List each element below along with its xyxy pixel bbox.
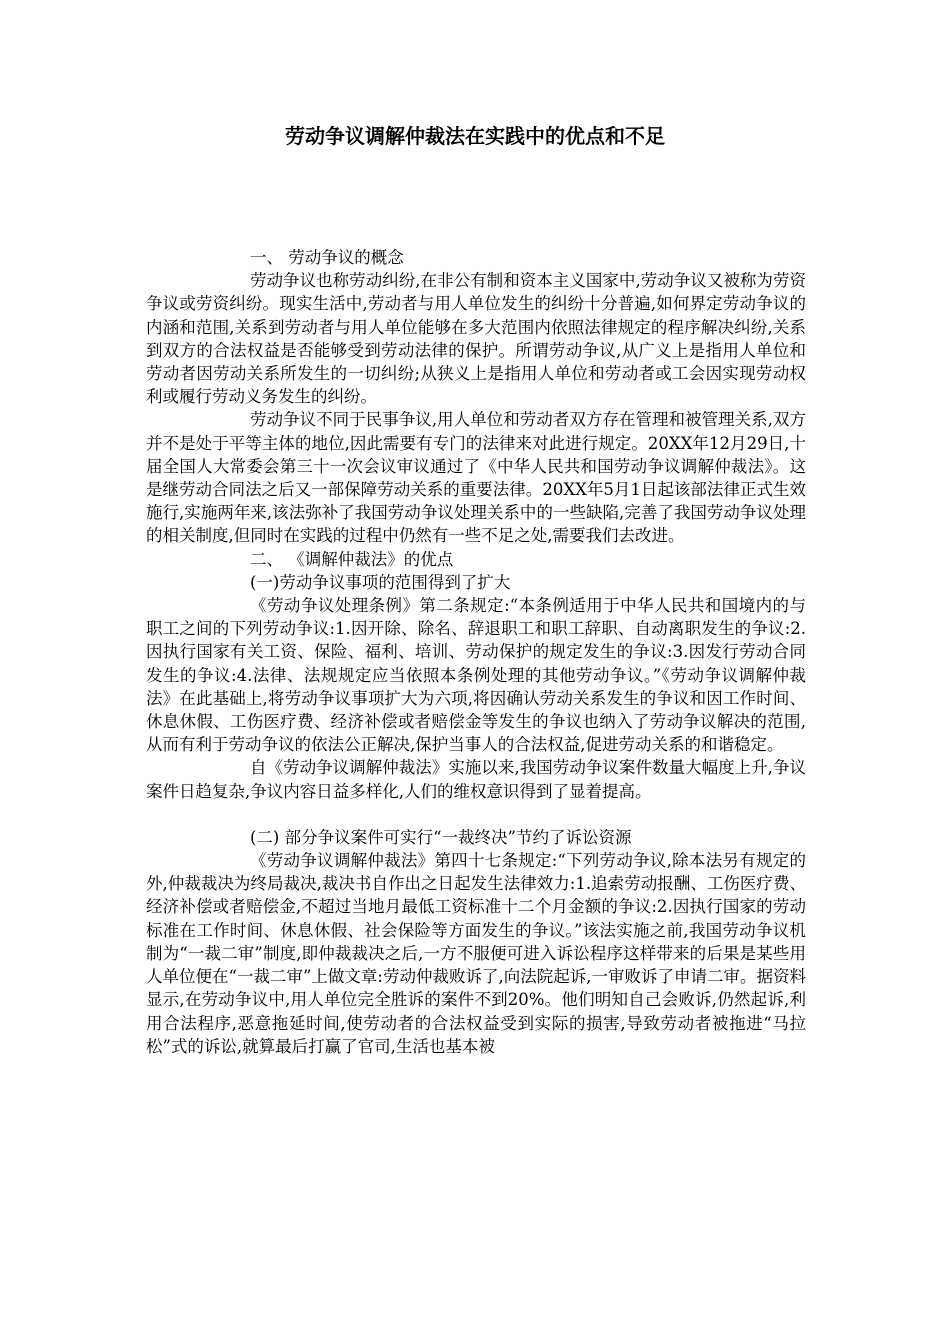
- document-title: 劳动争议调解仲裁法在实践中的优点和不足: [285, 124, 665, 148]
- section-heading: 一、 劳动争议的概念: [250, 248, 404, 267]
- paragraph: 劳动争议也称劳动纠纷,在非公有制和资本主义国家中,劳动争议又被称为劳资争议或劳资纠纷。现实生活中,劳动者与用人单位发生的纠纷十分普遍,如何界定劳动争议的内涵和范围,关系到劳动者与用人单位能够在多大范围内依照法律规定的程序解决纠纷,关系到双方的合法权益是否能够受到劳动法律的保护。所谓劳动争议,从广义上是指用人单位和劳动者因劳动关系所发生的一切纠纷;从狭义上是指用人单位和劳动者或工会因实现劳动权利或履行劳动义务发生的纠纷。: [146, 271, 806, 407]
- document-body: [146, 246, 806, 1058]
- section-heading: 二、 《调解仲裁法》的优点: [250, 549, 454, 569]
- paragraph: 劳动争议不同于民事争议,用人单位和劳动者双方存在管理和被管理关系,双方并不是处于平等主体的地位,因此需要有专门的法律来对此进行规定。20XX年12月29日,十届全国人大常委会第三十一次会议审议通过了《中华人民共和国劳动争议调解仲裁法》。这是继劳动合同法之后又一部保障劳动关系的重要法律。20XX年5月1日起该部法律正式生效施行,实施两年来,该法弥补了我国劳动争议处理关系中的一些缺陷,完善了我国劳动争议处理的相关制度,但同时在实践的过程中仍然有一些不足之处,需要我们去改进。: [146, 410, 806, 546]
- paragraph: 《劳动争议调解仲裁法》第四十七条规定:“下列劳动争议,除本法另有规定的外,仲裁裁决为终局裁决,裁决书自作出之日起发生法律效力:1.追索劳动报酬、工伤医疗费、经济补偿或者赔偿金,不超过当地月最低工资标准十二个月金额的争议:2.因执行国家的劳动标准在工作时间、休息休假、社会保险等方面发生的争议。”该法实施之前,我国劳动争议机制为“一裁二审”制度,即仲裁裁决之后,一方不服便可进入诉讼程序这样带来的后果是某些用人单位便在“一裁二审”上做文章:劳动仲裁败诉了,向法院起诉,一审败诉了申请二审。据资料显示,在劳动争议中,用人单位完全胜诉的案件不到20%。他们明知自己会败诉,仍然起诉,利用合法程序,恶意拖延时间,使劳动者的合法权益受到实际的损害,导致劳动者被拖进“马拉松”式的诉讼,就算最后打赢了官司,生活也基本被: [146, 851, 806, 1056]
- paragraph: 自《劳动争议调解仲裁法》实施以来,我国劳动争议案件数量大幅度上升,争议案件日趋复杂,争议内容日益多样化,人们的维权意识得到了显着提高。: [146, 758, 806, 801]
- paragraph: 《劳动争议处理条例》第二条规定:“本条例适用于中华人民共和国境内的与职工之间的下列劳动争议:1.因开除、除名、辞退职工和职工辞职、自动离职发生的争议:2.因执行国家有关工资、保险、福利、培训、劳动保护的规定发生的争议:3.因发行劳动合同发生的争议:4.法律、法规规定应当依照本条例处理的其他劳动争议。”《劳动争议调解仲裁法》在此基础上,将劳动争议事项扩大为六项,将因确认劳动关系发生的争议和因工作时间、休息休假、工伤医疗费、经济补偿或者赔偿金等发生的争议也纳入了劳动争议解决的范围,从而有利于劳动争议的依法公正解决,保护当事人的合法权益,促进劳动关系的和谐稳定。: [146, 596, 806, 755]
- subsection-heading: (二) 部分争议案件可实行“一裁终决”节约了诉讼资源: [250, 827, 632, 847]
- subsection-heading: (一)劳动争议事项的范围得到了扩大: [250, 572, 511, 592]
- blank-line: [146, 803, 806, 826]
